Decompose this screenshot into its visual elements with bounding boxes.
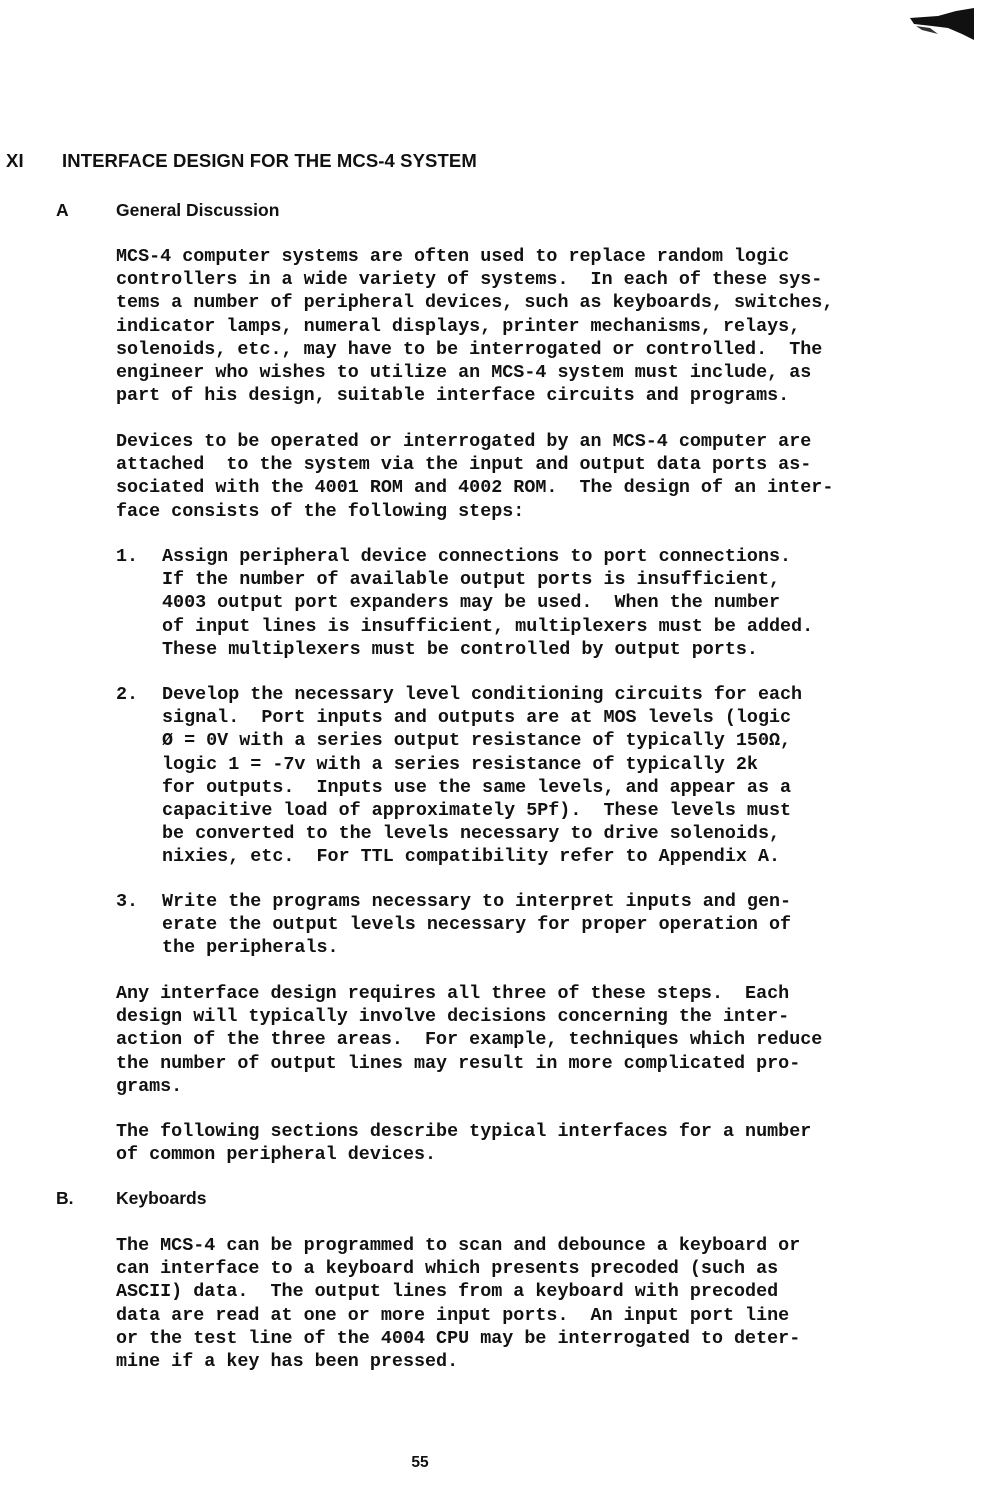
paragraph-steps-summary: Any interface design requires all three of these steps. Each design will typically involve decisions concerning the inter- action of the three areas. For example, techniques which reduce the number of output lines may result in more complicated pro- grams. <box>116 983 823 1097</box>
step-item-3 <box>116 890 792 983</box>
subsection-title-a: General Discussion <box>116 200 280 220</box>
subsection-letter-b: B. <box>56 1188 74 1208</box>
section-number: XI <box>6 150 24 171</box>
paragraph-general-1: MCS-4 computer systems are often used to replace random logic controllers in a wide variety of systems. In each of these sys- tems a number of peripheral devices, such as keyboards, switches, indicator lamps, numeral displays, printer mechanisms, relays, solenoids, etc., may have to be interrogated or controlled. The engineer who wishes to utilize an MCS-4 system must include, as part of his design, suitable interface circuits and programs. <box>116 246 834 407</box>
subsection-letter-a: A <box>56 200 69 220</box>
subsection-heading-a <box>56 200 279 221</box>
step-text: Develop the necessary level conditioning circuits for each signal. Port inputs and outputs are at MOS levels (logic Ø = 0V with a series output resistance of typically 150Ω, logic 1 = -7v with a series resistance of typically 2k for outputs. Inputs use the same levels, and appear as a capacitive load of approximately 5Pf). These levels must be converted to the levels necessary to drive solenoids, nixies, etc. For TTL compatibility refer to Appendix A. <box>162 684 803 868</box>
step-text: Assign peripheral device connections to port connections. If the number of available output ports is insufficient, 4003 output port expanders may be used. When the number of input lines is insufficient, multiplexers must be added. These multiplexers must be controlled by output ports. <box>162 546 814 660</box>
step-marker: 1. <box>116 546 139 567</box>
step-item-2 <box>116 683 803 868</box>
step-text: Write the programs necessary to interpret inputs and gen- erate the output levels necessary for proper operation of the peripherals. <box>162 891 792 959</box>
step-item-1 <box>116 545 814 660</box>
scan-corner-mark <box>908 8 976 42</box>
step-marker: 2. <box>116 684 139 705</box>
subsection-heading-b <box>56 1188 206 1209</box>
section-title: INTERFACE DESIGN FOR THE MCS-4 SYSTEM <box>62 150 477 171</box>
paragraph-general-2: Devices to be operated or interrogated by an MCS-4 computer are attached to the system via the input and output data ports as- sociated with the 4001 ROM and 4002 ROM. The design of an inter- face consists of the following steps: <box>116 431 834 522</box>
paragraph-keyboards: The MCS-4 can be programmed to scan and debounce a keyboard or can interface to a keyboard which presents precoded (such as ASCII) data. The output lines from a keyboard with precoded data are read at one or more input ports. An input port line or the test line of the 4004 CPU may be interrogated to deter- mine if a key has been pressed. <box>116 1235 801 1373</box>
paragraph-sections-intro: The following sections describe typical interfaces for a number of common peripheral devices. <box>116 1121 812 1166</box>
page-number: 55 <box>411 1454 429 1471</box>
step-marker: 3. <box>116 891 139 912</box>
subsection-title-b: Keyboards <box>116 1188 207 1208</box>
section-heading <box>6 150 477 172</box>
